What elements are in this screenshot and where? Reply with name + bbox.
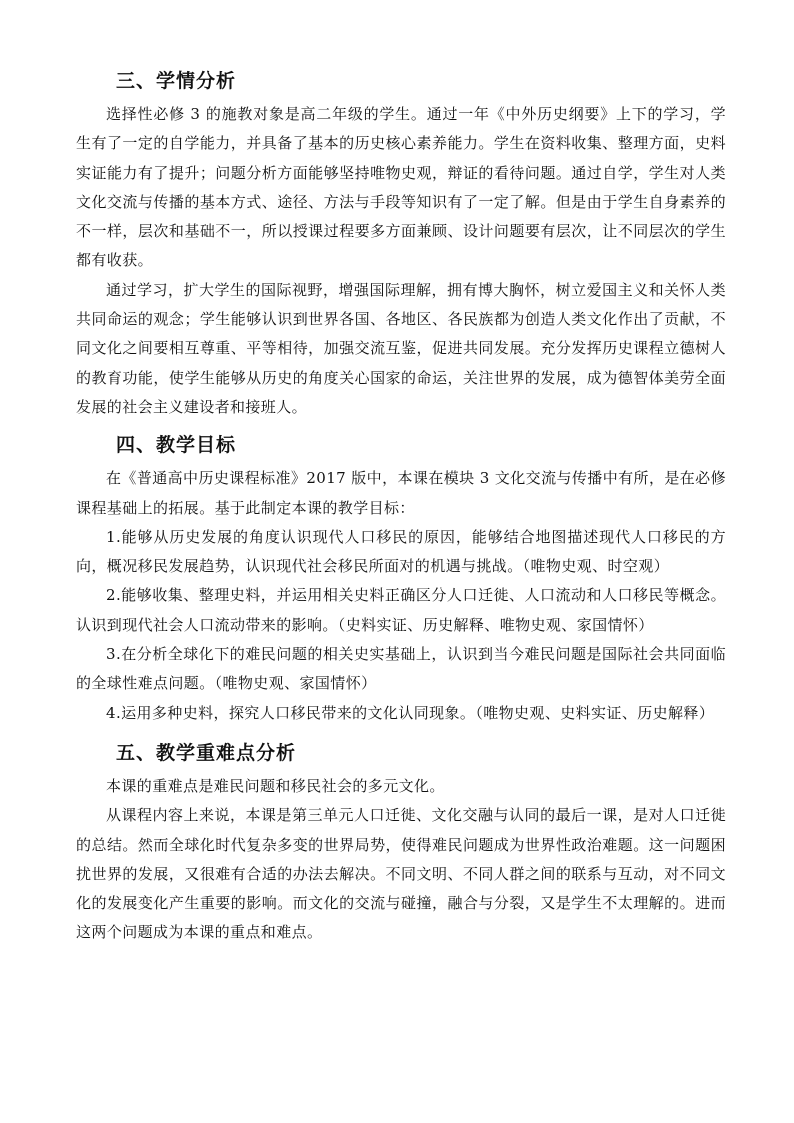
- objective-item: 2.能够收集、整理史料，并运用相关史料正确区分人口迁徙、人口流动和人口移民等概念。认识到现代社会人口流动带来的影响。（史料实证、历史解释、唯物史观、家国情怀）: [76, 586, 726, 634]
- objective-item: 1.能够从历史发展的角度认识现代人口移民的原因，能够结合地图描述现代人口移民的方向，概况移民发展趋势，认识现代社会移民所面对的机遇与挑战。（唯物史观、时空观）: [76, 527, 726, 576]
- objective-item: 4.运用多种史料，探究人口移民带来的文化认同现象。（唯物史观、史料实证、历史解释）: [106, 703, 715, 722]
- paragraph: 选择性必修 3 的施教对象是高二年级的学生。通过一年《中外历史纲要》上下的学习，学生有了一定的自学能力，并具备了基本的历史核心素养能力。学生在资料收集、整理方面，史料实证能力有了提升；问题分析方面能够坚持唯物史观，辩证的看待问题。通过自学，学生对人类文化交流与传播的基本方式、途径、方法与手段等知识有了一定了解。但是由于学生自身素养的不一样，层次和基础不一，所以授课过程要多方面兼顾、设计问题要有层次，让不同层次的学生都有收获。: [76, 105, 726, 270]
- objective-item: 3.在分析全球化下的难民问题的相关史实基础上，认识到当今难民问题是国际社会共同面临的全球性难点问题。（唯物史观、家国情怀）: [76, 645, 726, 693]
- document-page: [76, 62, 726, 948]
- section-key-difficulties: [76, 734, 726, 948]
- section-heading: 四、教学目标: [116, 434, 237, 457]
- paragraph: 本课的重难点是难民问题和移民社会的多元文化。: [106, 776, 445, 795]
- section-heading: 五、教学重难点分析: [116, 741, 297, 764]
- section-heading: 三、学情分析: [116, 70, 237, 92]
- paragraph: 通过学习，扩大学生的国际视野，增强国际理解，拥有博大胸怀，树立爱国主义和关怀人类共同命运的观念；学生能够认识到世界各国、各地区、各民族都为创造人类文化作出了贡献，不同文化之间要相互尊重、平等相待，加强交流互鉴，促进共同发展。充分发挥历史课程立德树人的教育功能，使学生能够从历史的角度关心国家的命运，关注世界的发展，成为德智体美劳全面发展的社会主义建设者和接班人。: [76, 280, 726, 416]
- section-teaching-objectives: [76, 426, 726, 728]
- paragraph: 从课程内容上来说，本课是第三单元人口迁徙、文化交融与认同的最后一课，是对人口迁徙的总结。然而全球化时代复杂多变的世界局势，使得难民问题成为世界性政治难题。这一问题困扰世界的发展，又很难有合适的办法去解决。不同文明、不同人群之间的联系与互动，对不同文化的发展变化产生重要的影响。而文化的交流与碰撞，融合与分裂，又是学生不太理解的。进而这两个问题成为本课的重点和难点。: [76, 806, 726, 942]
- paragraph: 在《普通高中历史课程标准》2017 版中，本课在模块 3 文化交流与传播中有所，是在必修课程基础上的拓展。基于此制定本课的教学目标：: [76, 469, 726, 517]
- section-learning-analysis: [76, 62, 726, 422]
